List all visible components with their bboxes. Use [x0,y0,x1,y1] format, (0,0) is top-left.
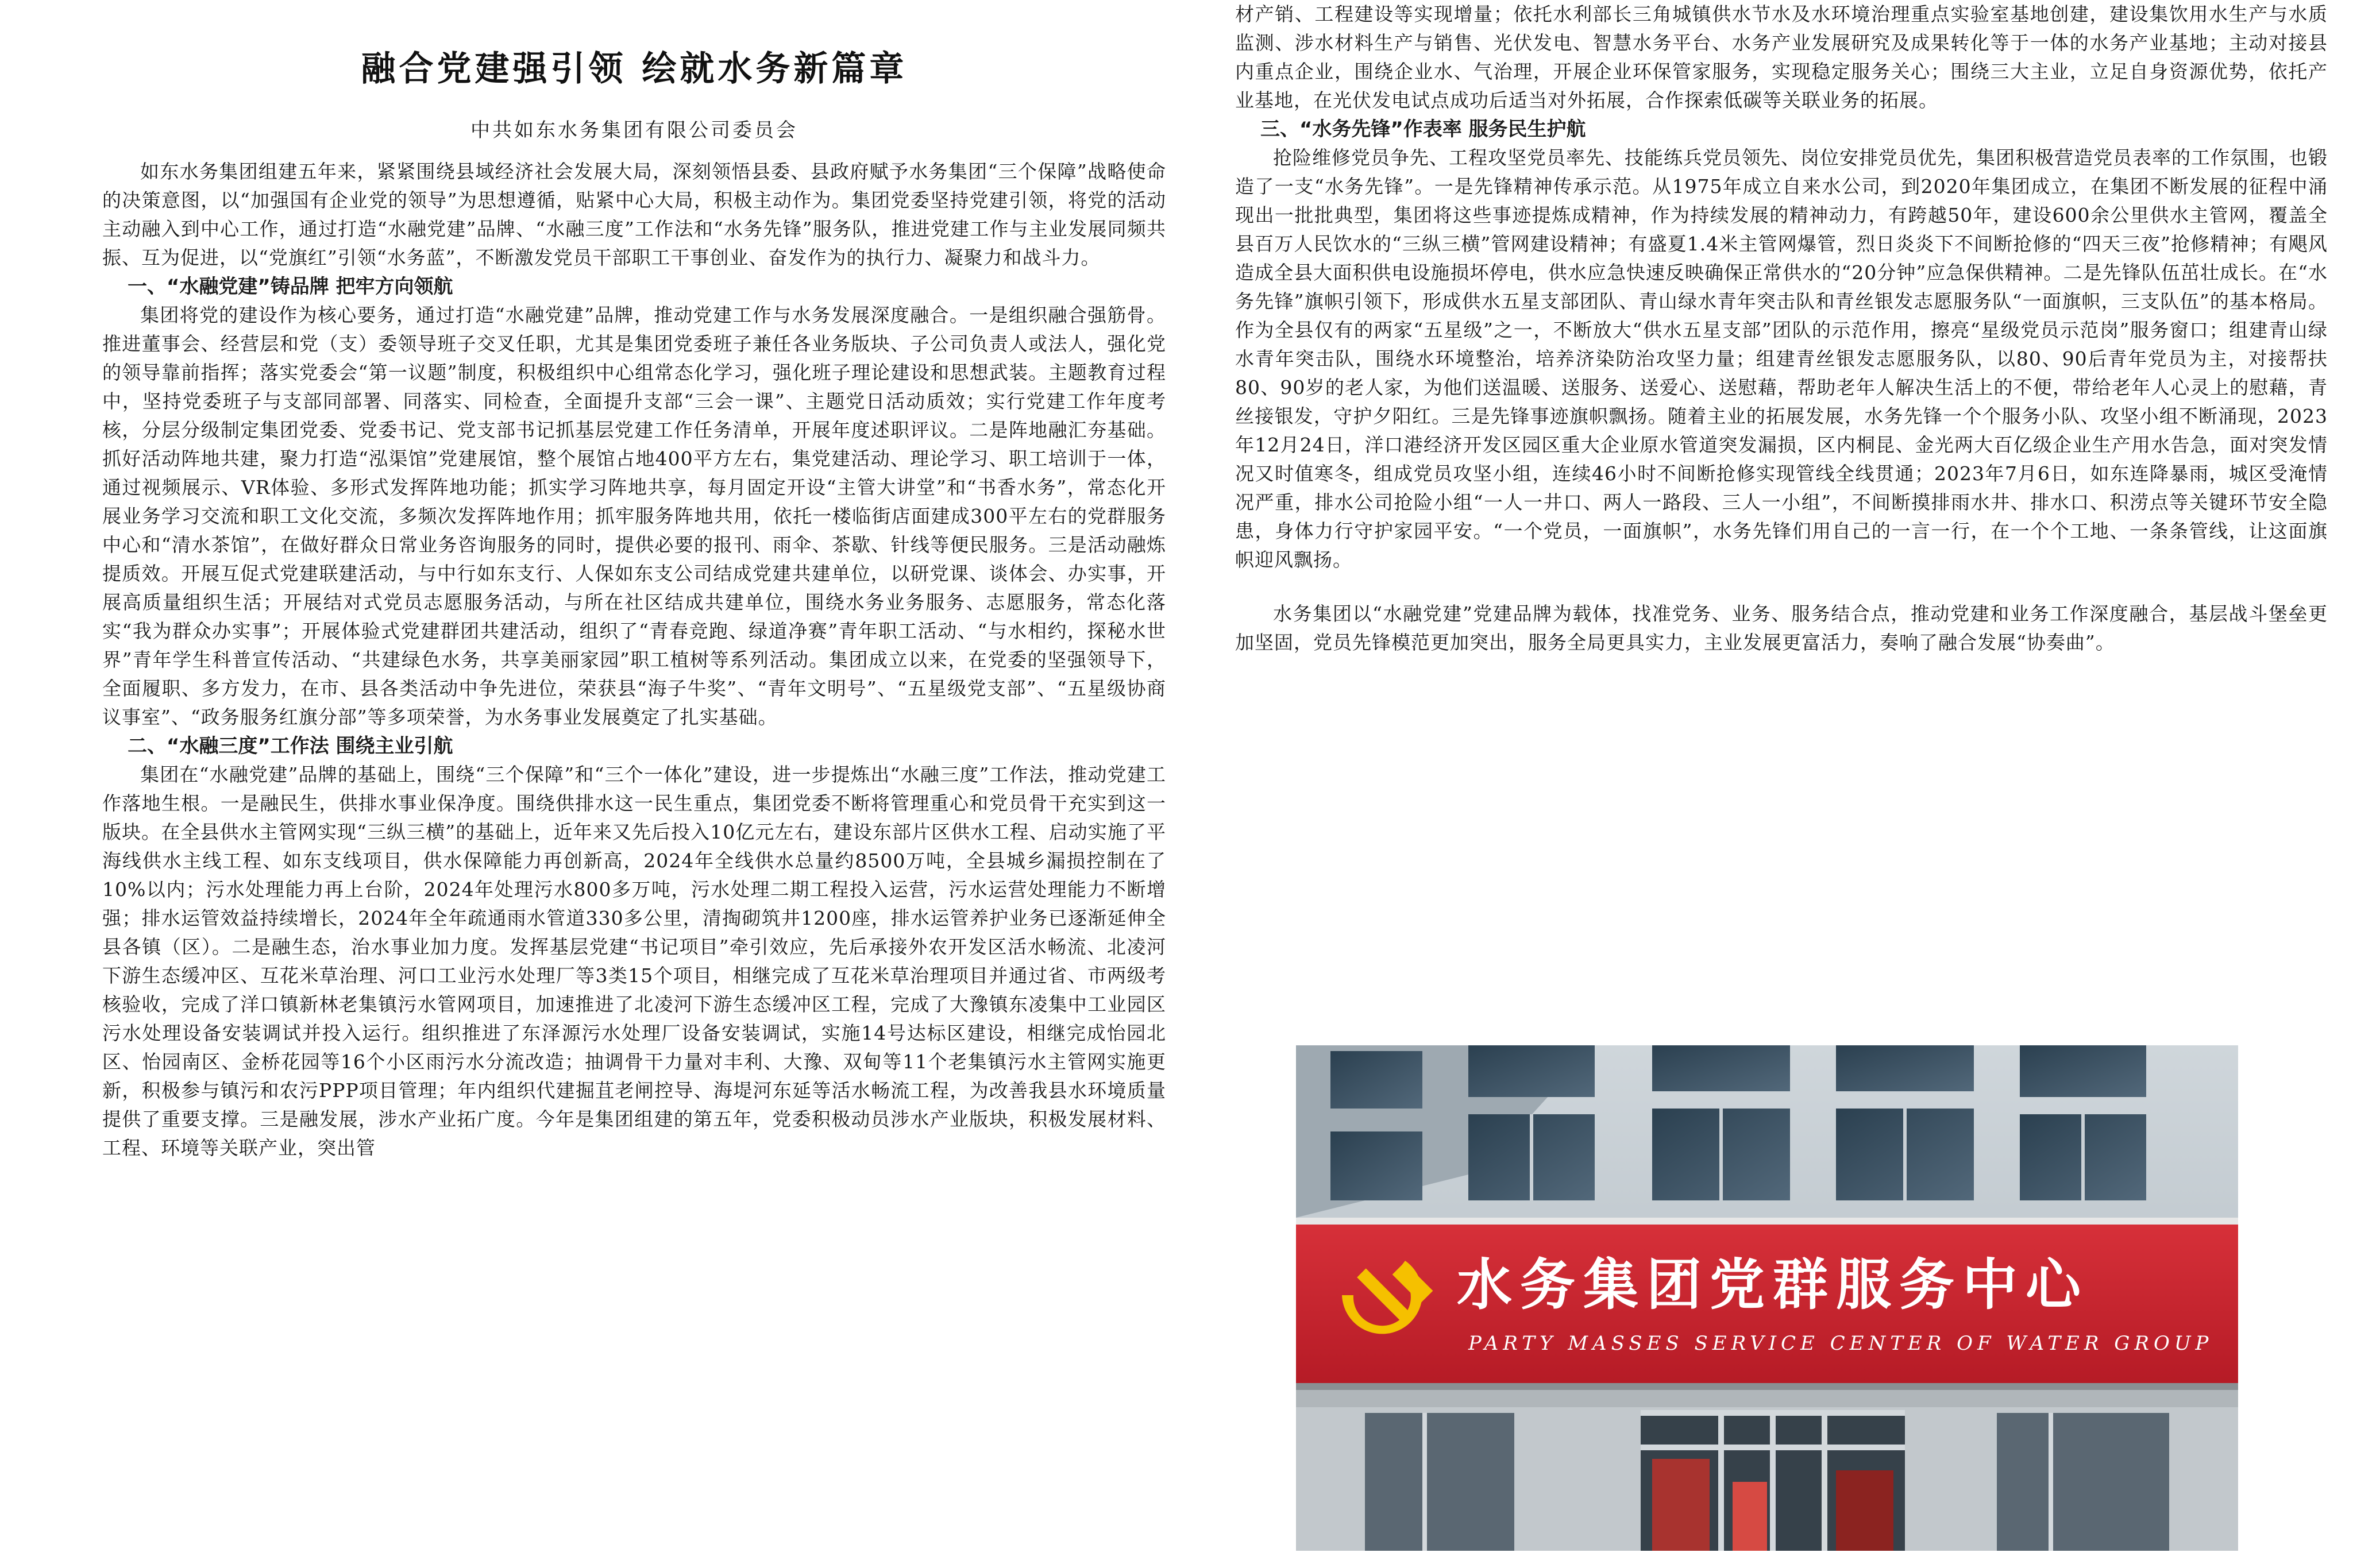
article-author: 中共如东水务集团有限公司委员会 [470,119,798,142]
right-column [1235,0,2328,657]
section2-paragraph: 集团在“水融党建”品牌的基础上，围绕“三个保障”和“三个一体化”建设，进一步提炼出“水融三度”工作法，推动党建工作落地生根。一是融民生，供排水事业保净度。围绕供排水这一民生重点，集团党委不断将管理重心和党员骨干充实到这一版块。在全县供水主管网实现“三纵三横”的基础上，近年来又先后投入10亿元左右，建设东部片区供水工程、启动实施了平海线供水主线工程、如东支线项目，供水保障能力再创新高，2024年全线供水总量约8500万吨，全县城乡漏损控制在了10%以内；污水处理能力再上台阶，2024年处理污水800多万吨，污水处理二期工程投入运营，污水运营处理能力不断增强；排水运管效益持续增长，2024年全年疏通雨水管道330多公里，清掏砌筑井1200座，排水运管养护业务已逐渐延伸全县各镇（区）。二是融生态，治水事业加力度。发挥基层党建“书记项目”牵引效应，先后承接外农开发区活水畅流、北凌河下游生态缓冲区、互花米草治理、河口工业污水处理厂等3类15个项目，相继完成了互花米草治理项目并通过省、市两级考核验收，完成了洋口镇新林老集镇污水管网项目，加速推进了北凌河下游生态缓冲区工程，完成了大豫镇东凌集中工业园区污水处理设备安装调试并投入运行。组织推进了东泽源污水处理厂设备安装调试，实施14号达标区建设，相继完成怡园北区、怡园南区、金桥花园等16个小区雨污水分流改造；抽调骨干力量对丰利、大豫、双甸等11个老集镇污水主管网实施更新，积极参与镇污和农污PPP项目管理；年内组织代建掘苴老闸控导、海堤河东延等活水畅流工程，为改善我县水环境质量提供了重要支撑。三是融发展，涉水产业拓广度。今年是集团组建的第五年，党委积极动员涉水产业版块，积极发展材料、工程、环境等关联产业，突出管 [102,763,1166,1159]
section3-heading: 三、“水务先锋”作表率 服务民生护航 [1260,118,1586,141]
intro-paragraph: 如东水务集团组建五年来，紧紧围绕县域经济社会发展大局，深刻领悟县委、县政府赋予水务集团“三个保障”战略使命的决策意图，以“加强国有企业党的领导”为思想遵循，贴紧中心大局，积极主动作为。集团党委坚持党建引领，将党的活动主动融入到中心工作，通过打造“水融党建”品牌、“水融三度”工作法和“水务先锋”服务队，推进党建工作与主业发展同频共振、互为促进，以“党旗红”引领“水务蓝”，不断激发党员干部职工干事创业、奋发作为的执行力、凝聚力和战斗力。 [102,160,1166,269]
section1-heading: 一、“水融党建”铸品牌 把牢方向领航 [128,275,453,298]
conclusion-paragraph: 水务集团以“水融党建”党建品牌为载体，找准党务、业务、服务结合点，推动党建和业务工作深度融合，基层战斗堡垒更加坚固，党员先锋模范更加突出，服务全局更具实力，主业发展更富活力，奏响了融合发展“协奏曲”。 [1235,603,2328,654]
sign-english-text: PARTY MASSES SERVICE CENTER OF WATER GROUP [1468,1332,2213,1355]
section2-continued-paragraph: 材产销、工程建设等实现增量；依托水利部长三角城镇供水节水及水环境治理重点实验室基地创建，建设集饮用水生产与水质监测、涉水材料生产与销售、光伏发电、智慧水务平台、水务产业发展研究及成果转化等于一体的水务产业基地；主动对接县内重点企业，围绕企业水、气治理，开展企业环保管家服务，实现稳定服务关心；围绕三大主业，立足自身资源优势，依托产业基地，在光伏发电试点成功后适当对外拓展，合作探索低碳等关联业务的拓展。 [1235,3,2328,111]
section3-paragraph: 抢险维修党员争先、工程攻坚党员率先、技能练兵党员领先、岗位安排党员优先，集团积极营造党员表率的工作氛围，也锻造了一支“水务先锋”。一是先锋精神传承示范。从1975年成立自来水公司，到2020年集团成立，在集团不断发展的征程中涌现出一批批典型，集团将这些事迹提炼成精神，作为持续发展的精神动力，有跨越50年，建设600余公里供水主管网，覆盖全县百万人民饮水的“三纵三横”管网建设精神；有盛夏1.4米主管网爆管，烈日炎炎下不间断抢修的“四天三夜”抢修精神；有飓风造成全县大面积供电设施损坏停电，供水应急快速反映确保正常供水的“20分钟”应急保供精神。二是先锋队伍茁壮成长。在“水务先锋”旗帜引领下，形成供水五星支部团队、青山绿水青年突击队和青丝银发志愿服务队“一面旗帜，三支队伍”的基本格局。作为全县仅有的两家“五星级”之一，不断放大“供水五星支部”团队的示范作用，擦亮“星级党员示范岗”服务窗口；组建青山绿水青年突击队，围绕水环境整治，培养济染防治攻坚力量；组建青丝银发志愿服务队，以80、90后青年党员为主，对接帮扶80、90岁的老人家，为他们送温暖、送服务、送爱心、送慰藉，帮助老年人解决生活上的不便，带给老年人心灵上的慰藉，青丝接银发，守护夕阳红。三是先锋事迹旗帜飘扬。随着主业的拓展发展，水务先锋一个个服务小队、攻坚小组不断涌现，2023年12月24日，洋口港经济开发区园区重大企业原水管道突发漏损，区内桐昆、金光两大百亿级企业生产用水告急，面对突发情况又时值寒冬，组成党员攻坚小组，连续46小时不间断抢修实现管线全线贯通；2023年7月6日，如东连降暴雨，城区受淹情况严重，排水公司抢险小组“一人一井口、两人一路段、三人一小组”，不间断摸排雨水井、排水口、积涝点等关键环节安全隐患，身体力行守护家园平安。“一个党员，一面旗帜”，水务先锋们用自己的一言一行，在一个个工地、一条条管线，让这面旗帜迎风飘扬。 [1235,146,2328,571]
section1-paragraph: 集团将党的建设作为核心要务，通过打造“水融党建”品牌，推动党建工作与水务发展深度融合。一是组织融合强筋骨。推进董事会、经营层和党（支）委领导班子交叉任职，尤其是集团党委班子兼任各业务版块、子公司负责人或法人，强化党的领导靠前指挥；落实党委会“第一议题”制度，积极组织中心组常态化学习，强化班子理论建设和思想武装。主题教育过程中，坚持党委班子与支部同部署、同落实、同检查，全面提升支部“三会一课”、主题党日活动质效；实行党建工作年度考核，分层分级制定集团党委、党委书记、党支部书记抓基层党建工作任务清单，开展年度述职评议。二是阵地融汇夯基础。抓好活动阵地共建，聚力打造“泓渠馆”党建展馆，整个展馆占地400平方左右，集党建活动、理论学习、职工培训于一体，通过视频展示、VR体验、多形式发挥阵地功能；抓实学习阵地共享，每月固定开设“主管大讲堂”和“书香水务”，常态化开展业务学习交流和职工文化交流，多频次发挥阵地作用；抓牢服务阵地共用，依托一楼临街店面建成300平左右的党群服务中心和“清水茶馆”，在做好群众日常业务咨询服务的同时，提供必要的报刊、雨伞、茶歇、针线等便民服务。三是活动融炼提质效。开展互促式党建联建活动，与中行如东支行、人保如东支公司结成党建共建单位，以研党课、谈体会、办实事，开展高质量组织生活；开展结对式党员志愿服务活动，与所在社区结成共建单位，围绕水务业务服务、志愿服务，常态化落实“我为群众办实事”；开展体验式党建群团共建活动，组织了“青春竞跑、绿道净赛”青年职工活动、“与水相约，探秘水世界”青年学生科普宣传活动、“共建绿色水务，共享美丽家园”职工植树等系列活动。集团成立以来，在党委的坚强领导下，全面履职、多方发力，在市、县各类活动中争先进位，荣获县“海子牛奖”、“青年文明号”、“五星级党支部”、“五星级协商议事室”、“政务服务红旗分部”等多项荣誉，为水务事业发展奠定了扎实基础。 [102,304,1166,728]
article-title: 融合党建强引领 绘就水务新篇章 [361,49,908,89]
section2-heading: 二、“水融三度”工作法 围绕主业引航 [128,735,453,758]
sign-chinese-text: 水务集团党群服务中心 [1457,1253,2089,1317]
left-column [102,34,1166,1163]
service-center-photo [1296,1045,2238,1551]
